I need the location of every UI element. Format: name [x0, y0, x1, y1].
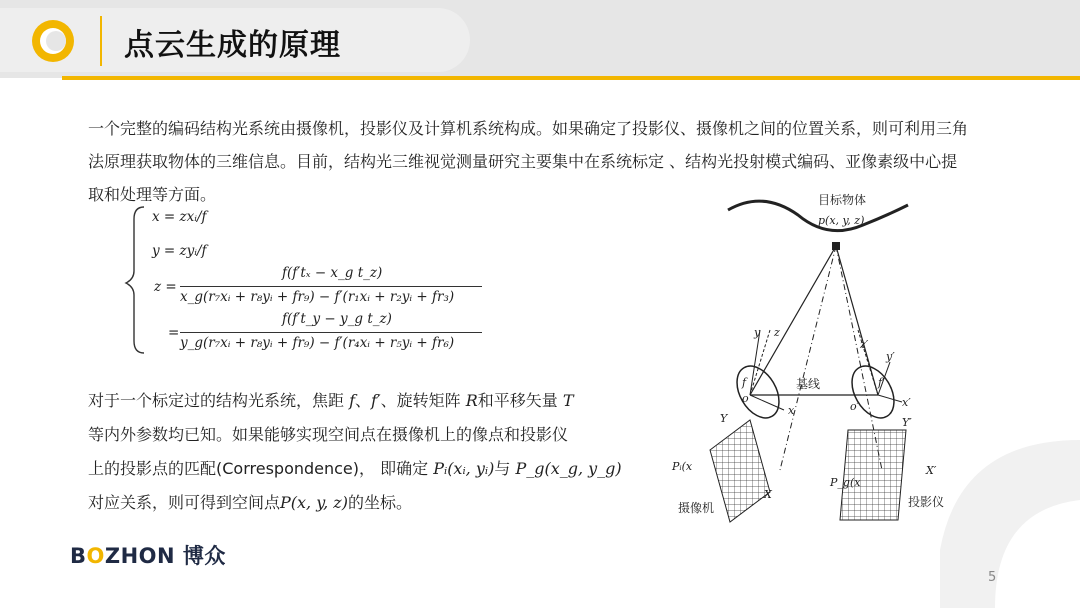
body-line-3: 上的投影点的匹配(Correspondence)， 即确定 Pᵢ(xᵢ, yᵢ)与 P_g(x_g, y_g) — [88, 459, 622, 478]
proj-axis-y: y′ — [886, 350, 895, 363]
page-title: 点云生成的原理 — [124, 28, 341, 63]
formula-y: y = zyᵢ/f — [152, 243, 207, 259]
object-label: 目标物体 — [818, 193, 867, 207]
proj-axis-Y2: Y′ — [902, 416, 912, 429]
structured-light-diagram — [668, 180, 958, 525]
page-number: 5 — [988, 570, 997, 585]
formula-z-label: z = — [154, 279, 177, 295]
projector-label: 投影仪 — [908, 495, 945, 509]
proj-origin: o′ — [850, 400, 860, 413]
formula-alt-label: = — [168, 325, 180, 341]
logo-ring-icon — [30, 18, 76, 64]
image-axis-X: X — [764, 488, 772, 501]
header-rule — [62, 76, 1080, 80]
brace-icon — [120, 205, 150, 355]
formula-z-denominator: x_g(r₇xᵢ + r₈yᵢ + fr₉) − f′(r₁xᵢ + r₂yᵢ + fr₃) — [180, 289, 455, 305]
cam-focal: f — [742, 376, 747, 389]
formula-x: x = zxᵢ/f — [152, 209, 207, 225]
brand-logo: BOZHON 博众 — [70, 544, 226, 568]
body-line-1: 对于一个标定过的结构光系统，焦距 f、f′、旋转矩阵 R和平移矢量 T — [88, 391, 574, 410]
cam-axis-z: z — [774, 326, 780, 339]
image-axis-Y: Y — [720, 412, 728, 425]
body-line-2: 等内外参数均已知。如果能够实现空间点在摄像机上的像点和投影仪 — [88, 425, 569, 444]
image-point-label: Pᵢ(x — [672, 460, 693, 473]
proj-axis-z: z′ — [860, 338, 869, 351]
formula-alt-numerator: f(f′t_y − y_g t_z) — [282, 311, 392, 327]
formula-z-numerator: f(f′tₓ − x_g t_z) — [282, 265, 383, 281]
formula-z-bar — [180, 286, 482, 287]
cam-origin: o — [742, 392, 749, 405]
camera-label: 摄像机 — [678, 501, 715, 515]
body-line-4: 对应关系，则可得到空间点P(x, y, z)的坐标。 — [88, 493, 412, 512]
cam-axis-y: y — [754, 326, 761, 339]
proj-point-label: P_g(x — [830, 476, 861, 489]
point-label: p(x, y, z) — [818, 214, 865, 227]
formula-alt-denominator: y_g(r₇xᵢ + r₈yᵢ + fr₉) − f′(r₄xᵢ + r₅yᵢ + fr₆) — [180, 335, 455, 351]
proj-axis-X2: X′ — [926, 464, 937, 477]
formula-alt-bar — [180, 332, 482, 333]
baseline-label: 基线 — [796, 377, 821, 391]
intro-paragraph: 一个完整的编码结构光系统由摄像机，投影仪及计算机系统构成。如果确定了投影仪、摄像机之间的位置关系，则可利用三角法原理获取物体的三维信息。目前，结构光三维视觉测量研究主要集中在系统标定 、结构光投射模式编码、亚像素级中心提取和处理等方面。 — [88, 119, 969, 204]
body-paragraph — [88, 384, 648, 520]
proj-axis-x: x′ — [902, 396, 911, 409]
title-divider — [100, 16, 102, 66]
proj-focal: f′ — [878, 376, 885, 389]
cam-axis-x: x — [788, 404, 795, 417]
